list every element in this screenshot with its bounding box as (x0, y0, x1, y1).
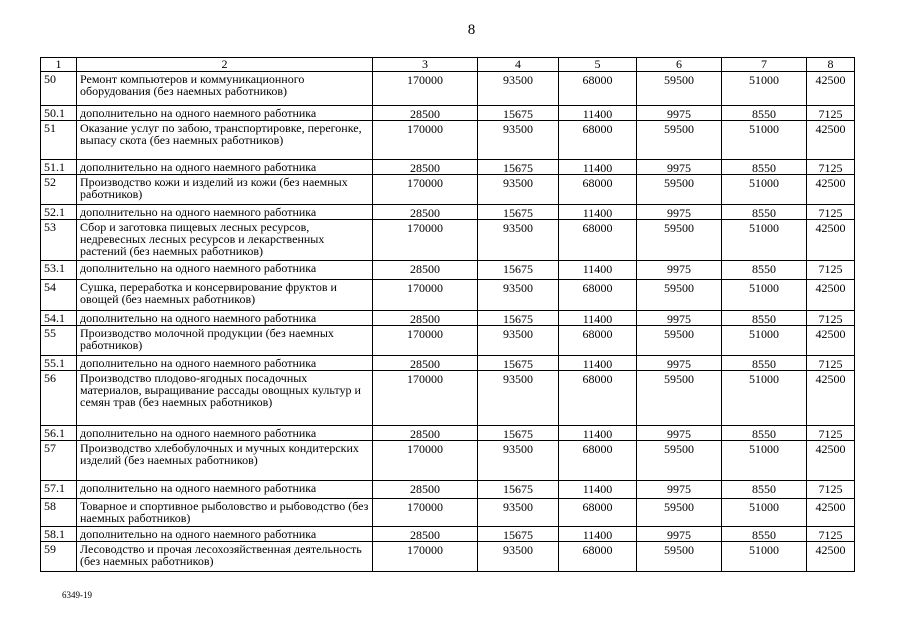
header-cell: 4 (478, 58, 559, 72)
value-col-5: 68000 (559, 371, 637, 426)
value-col-3: 170000 (373, 72, 478, 106)
header-cell: 3 (373, 58, 478, 72)
table-row (41, 311, 855, 326)
value-col-3: 170000 (373, 499, 478, 527)
value-col-4: 15675 (478, 160, 559, 175)
value-col-3: 170000 (373, 542, 478, 572)
activity-description: Производство молочной продукции (без наемных работников) (77, 326, 373, 356)
value-col-7: 51000 (722, 220, 807, 261)
table-row (41, 280, 855, 311)
header-cell: 8 (807, 58, 855, 72)
value-col-6: 9975 (637, 205, 722, 220)
value-col-6: 9975 (637, 311, 722, 326)
value-col-4: 93500 (478, 175, 559, 205)
value-col-4: 15675 (478, 356, 559, 371)
activity-description: Производство кожи и изделий из кожи (без наемных работников) (77, 175, 373, 205)
value-col-5: 11400 (559, 481, 637, 499)
value-col-7: 8550 (722, 527, 807, 542)
value-col-5: 11400 (559, 205, 637, 220)
value-col-4: 15675 (478, 426, 559, 441)
activity-description: Оказание услуг по забою, транспортировке, перегонке, выпасу скота (без наемных работников) (77, 121, 373, 160)
value-col-3: 28500 (373, 311, 478, 326)
value-col-3: 170000 (373, 220, 478, 261)
header-cell: 5 (559, 58, 637, 72)
value-col-8: 42500 (807, 280, 855, 311)
value-col-4: 93500 (478, 72, 559, 106)
value-col-3: 28500 (373, 356, 478, 371)
value-col-5: 68000 (559, 72, 637, 106)
row-number: 55.1 (41, 356, 77, 371)
value-col-3: 28500 (373, 481, 478, 499)
value-col-8: 7125 (807, 356, 855, 371)
activity-description: дополнительно на одного наемного работника (77, 261, 373, 280)
value-col-5: 68000 (559, 441, 637, 481)
row-number: 52.1 (41, 205, 77, 220)
tariff-table (40, 57, 855, 572)
table-row (41, 542, 855, 572)
value-col-8: 7125 (807, 261, 855, 280)
table-row (41, 261, 855, 280)
value-col-8: 42500 (807, 499, 855, 527)
value-col-8: 42500 (807, 441, 855, 481)
value-col-7: 8550 (722, 205, 807, 220)
value-col-6: 9975 (637, 356, 722, 371)
table-row (41, 160, 855, 175)
value-col-5: 68000 (559, 499, 637, 527)
value-col-8: 7125 (807, 106, 855, 121)
row-number: 54.1 (41, 311, 77, 326)
value-col-8: 42500 (807, 371, 855, 426)
value-col-4: 15675 (478, 481, 559, 499)
value-col-4: 93500 (478, 326, 559, 356)
row-number: 53 (41, 220, 77, 261)
value-col-4: 93500 (478, 220, 559, 261)
value-col-7: 51000 (722, 441, 807, 481)
activity-description: дополнительно на одного наемного работника (77, 160, 373, 175)
header-cell: 6 (637, 58, 722, 72)
table-row (41, 481, 855, 499)
activity-description: Производство плодово-ягодных посадочных материалов, выращивание рассады овощных культур и семян трав (без наемных работников) (77, 371, 373, 426)
activity-description: Ремонт компьютеров и коммуникационного оборудования (без наемных работников) (77, 72, 373, 106)
activity-description: дополнительно на одного наемного работника (77, 106, 373, 121)
document-code: 6349-19 (62, 590, 92, 600)
value-col-8: 7125 (807, 426, 855, 441)
table-row (41, 527, 855, 542)
table-row (41, 356, 855, 371)
value-col-7: 51000 (722, 175, 807, 205)
value-col-8: 42500 (807, 175, 855, 205)
row-number: 56 (41, 371, 77, 426)
value-col-6: 9975 (637, 527, 722, 542)
value-col-3: 28500 (373, 426, 478, 441)
value-col-3: 170000 (373, 280, 478, 311)
value-col-3: 28500 (373, 160, 478, 175)
value-col-8: 42500 (807, 220, 855, 261)
row-number: 55 (41, 326, 77, 356)
activity-description: Сушка, переработка и консервирование фруктов и овощей (без наемных работников) (77, 280, 373, 311)
value-col-7: 8550 (722, 481, 807, 499)
page-number: 8 (467, 22, 476, 38)
value-col-7: 51000 (722, 326, 807, 356)
value-col-8: 7125 (807, 311, 855, 326)
activity-description: Сбор и заготовка пищевых лесных ресурсов, недревесных лесных ресурсов и лекарственных растений (без наемных работников) (77, 220, 373, 261)
value-col-5: 11400 (559, 356, 637, 371)
value-col-3: 170000 (373, 121, 478, 160)
row-number: 54 (41, 280, 77, 311)
value-col-7: 51000 (722, 542, 807, 572)
value-col-8: 42500 (807, 72, 855, 106)
value-col-7: 51000 (722, 72, 807, 106)
value-col-7: 51000 (722, 121, 807, 160)
value-col-4: 15675 (478, 311, 559, 326)
value-col-8: 7125 (807, 527, 855, 542)
row-number: 51 (41, 121, 77, 160)
table-row (41, 72, 855, 106)
value-col-6: 9975 (637, 261, 722, 280)
row-number: 52 (41, 175, 77, 205)
header-row (41, 58, 855, 72)
value-col-5: 11400 (559, 426, 637, 441)
value-col-5: 11400 (559, 106, 637, 121)
value-col-8: 7125 (807, 160, 855, 175)
value-col-5: 68000 (559, 175, 637, 205)
value-col-3: 28500 (373, 261, 478, 280)
activity-description: дополнительно на одного наемного работника (77, 356, 373, 371)
value-col-5: 68000 (559, 280, 637, 311)
value-col-7: 51000 (722, 371, 807, 426)
row-number: 57.1 (41, 481, 77, 499)
table-row (41, 205, 855, 220)
value-col-4: 93500 (478, 499, 559, 527)
activity-description: дополнительно на одного наемного работника (77, 205, 373, 220)
value-col-7: 8550 (722, 426, 807, 441)
activity-description: Производство хлебобулочных и мучных кондитерских изделий (без наемных работников) (77, 441, 373, 481)
value-col-8: 7125 (807, 205, 855, 220)
value-col-6: 59500 (637, 280, 722, 311)
row-number: 50.1 (41, 106, 77, 121)
value-col-6: 9975 (637, 481, 722, 499)
activity-description: дополнительно на одного наемного работника (77, 426, 373, 441)
table-row (41, 220, 855, 261)
value-col-6: 59500 (637, 542, 722, 572)
value-col-7: 8550 (722, 160, 807, 175)
value-col-6: 59500 (637, 72, 722, 106)
value-col-5: 11400 (559, 527, 637, 542)
value-col-3: 28500 (373, 106, 478, 121)
row-number: 57 (41, 441, 77, 481)
value-col-3: 170000 (373, 326, 478, 356)
table-row (41, 326, 855, 356)
table-row (41, 441, 855, 481)
value-col-6: 9975 (637, 426, 722, 441)
row-number: 50 (41, 72, 77, 106)
value-col-3: 28500 (373, 205, 478, 220)
value-col-6: 59500 (637, 121, 722, 160)
value-col-5: 11400 (559, 160, 637, 175)
activity-description: дополнительно на одного наемного работника (77, 481, 373, 499)
value-col-7: 8550 (722, 261, 807, 280)
value-col-4: 93500 (478, 542, 559, 572)
value-col-3: 28500 (373, 527, 478, 542)
value-col-7: 8550 (722, 106, 807, 121)
row-number: 51.1 (41, 160, 77, 175)
value-col-8: 42500 (807, 121, 855, 160)
value-col-5: 68000 (559, 326, 637, 356)
table-row (41, 175, 855, 205)
value-col-8: 42500 (807, 326, 855, 356)
header-cell: 1 (41, 58, 77, 72)
value-col-8: 42500 (807, 542, 855, 572)
value-col-3: 170000 (373, 175, 478, 205)
value-col-7: 8550 (722, 311, 807, 326)
value-col-7: 8550 (722, 356, 807, 371)
value-col-6: 59500 (637, 441, 722, 481)
header-cell: 7 (722, 58, 807, 72)
value-col-6: 9975 (637, 106, 722, 121)
value-col-6: 59500 (637, 499, 722, 527)
table-row (41, 499, 855, 527)
row-number: 59 (41, 542, 77, 572)
activity-description: дополнительно на одного наемного работника (77, 527, 373, 542)
value-col-5: 68000 (559, 121, 637, 160)
row-number: 56.1 (41, 426, 77, 441)
value-col-8: 7125 (807, 481, 855, 499)
value-col-6: 59500 (637, 220, 722, 261)
value-col-7: 51000 (722, 499, 807, 527)
value-col-4: 15675 (478, 205, 559, 220)
value-col-5: 68000 (559, 220, 637, 261)
activity-description: дополнительно на одного наемного работника (77, 311, 373, 326)
value-col-4: 15675 (478, 261, 559, 280)
value-col-4: 93500 (478, 441, 559, 481)
row-number: 53.1 (41, 261, 77, 280)
value-col-4: 15675 (478, 527, 559, 542)
value-col-4: 93500 (478, 121, 559, 160)
value-col-5: 68000 (559, 542, 637, 572)
value-col-5: 11400 (559, 311, 637, 326)
header-cell: 2 (77, 58, 373, 72)
value-col-7: 51000 (722, 280, 807, 311)
value-col-4: 93500 (478, 280, 559, 311)
value-col-6: 59500 (637, 371, 722, 426)
row-number: 58 (41, 499, 77, 527)
value-col-6: 9975 (637, 160, 722, 175)
value-col-6: 59500 (637, 326, 722, 356)
table-row (41, 371, 855, 426)
table-row (41, 121, 855, 160)
activity-description: Товарное и спортивное рыболовство и рыбоводство (без наемных работников) (77, 499, 373, 527)
activity-description: Лесоводство и прочая лесохозяйственная деятельность (без наемных работников) (77, 542, 373, 572)
value-col-3: 170000 (373, 441, 478, 481)
value-col-4: 93500 (478, 371, 559, 426)
table-row (41, 106, 855, 121)
table-row (41, 426, 855, 441)
value-col-3: 170000 (373, 371, 478, 426)
row-number: 58.1 (41, 527, 77, 542)
value-col-5: 11400 (559, 261, 637, 280)
value-col-4: 15675 (478, 106, 559, 121)
value-col-6: 59500 (637, 175, 722, 205)
